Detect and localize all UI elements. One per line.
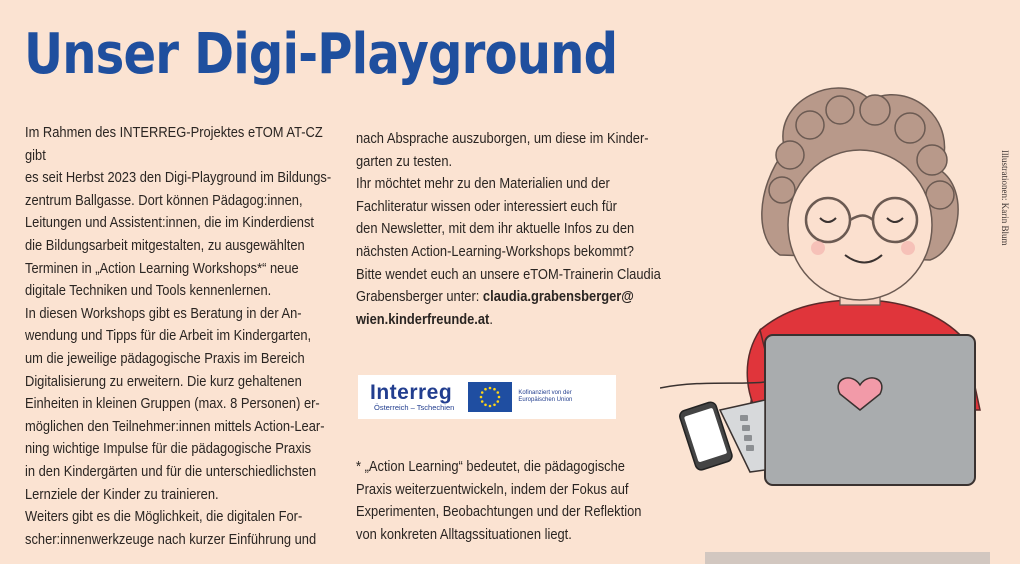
eu-flag-icon [468,382,512,412]
text-line: um die jeweilige pädagogische Praxis im Bereich [25,349,305,367]
text-line: Einheiten in kleinen Gruppen (max. 8 Personen) er- [25,395,320,413]
text-line: Weiters gibt es die Möglichkeit, die digitalen For- [25,508,303,526]
footnote-line: von konkreten Alltagssituationen liegt. [356,525,572,543]
text-line: Im Rahmen des INTERREG-Projektes eTOM AT-CZ gibt [25,124,323,164]
text-line: nach Absprache auszuborgen, um diese im Kinder- [356,130,649,147]
contact-prefix: Grabensberger unter: [356,288,483,306]
contact-line [356,309,676,332]
interreg-logo [370,380,455,412]
text-line: digitale Techniken und Tools kennenlernen. [25,282,272,300]
email-link-part2[interactable]: wien.kinderfreunde.at [356,310,490,328]
text-line: die Bildungsarbeit mitgestalten, zu ausgewählten [25,236,305,254]
footnote-line: Praxis weiterzuentwickeln, indem der Fokus auf [356,480,629,498]
face [788,150,932,300]
laptop [765,335,975,485]
body-text-column-2 [356,128,676,331]
woman-with-laptop-illustration [660,80,990,564]
text-line: Leitungen und Assistent:innen, die im Kinderdienst [25,214,315,232]
text-line: es seit Herbst 2023 den Digi-Playground im Bildungs- [25,169,332,187]
footnote [356,456,676,546]
contact-suffix: . [489,310,493,328]
body-text-column-1 [25,122,345,551]
text-line: Lernziele der Kinder zu trainieren. [25,485,219,503]
text-line: Bitte wendet euch an unsere eTOM-Trainerin Claudia [356,265,661,283]
eu-cofunding-text: Kofinanziert von der Europäischen Union [518,389,573,403]
text-line: wendung und Tipps für die Arbeit im Kindergarten, [25,327,312,345]
text-line: Ihr möchtet mehr zu den Materialien und der [356,175,610,193]
interreg-wordmark: Interreg [370,380,453,404]
text-line: Fachliteratur wissen oder interessiert euch für [356,197,617,215]
page-title: Unser Digi-Playground [24,22,618,87]
text-line: nächsten Action-Learning-Workshops bekommt? [356,242,634,260]
text-line: zentrum Ballgasse. Dort können Pädagog:innen, [25,191,303,209]
text-line: möglichen den Teilnehmer:innen mittels Action-Lear- [25,417,325,435]
footnote-line: * „Action Learning“ bedeutet, die pädagogische [356,458,625,475]
text-line: In diesen Workshops gibt es Beratung in der An- [25,304,302,322]
text-line: scher:innenwerkzeuge nach kurzer Einführung und [25,530,317,548]
contact-line [356,286,676,309]
text-line: Terminen in „Action Learning Workshops*“ neue [25,259,299,277]
text-line: in den Kindergärten und für die unterschiedlichsten [25,462,317,480]
email-link-part1[interactable]: claudia.grabensberger@ [482,288,634,306]
text-line: garten zu testen. [356,152,453,170]
funding-logo [358,375,616,419]
text-line: ning wichtige Impulse für die pädagogische Praxis [25,440,312,458]
footnote-line: Experimenten, Beobachtungen und der Reflektion [356,503,642,521]
text-line: den Newsletter, mit dem ihr aktuelle Infos zu den [356,220,635,238]
interreg-subtitle: Österreich – Tschechien [374,402,455,412]
illustration-credit: Illustrationen: Karin Blum [1000,150,1010,246]
text-line: Digitalisierung zu erweitern. Die kurz gehaltenen [25,372,302,390]
